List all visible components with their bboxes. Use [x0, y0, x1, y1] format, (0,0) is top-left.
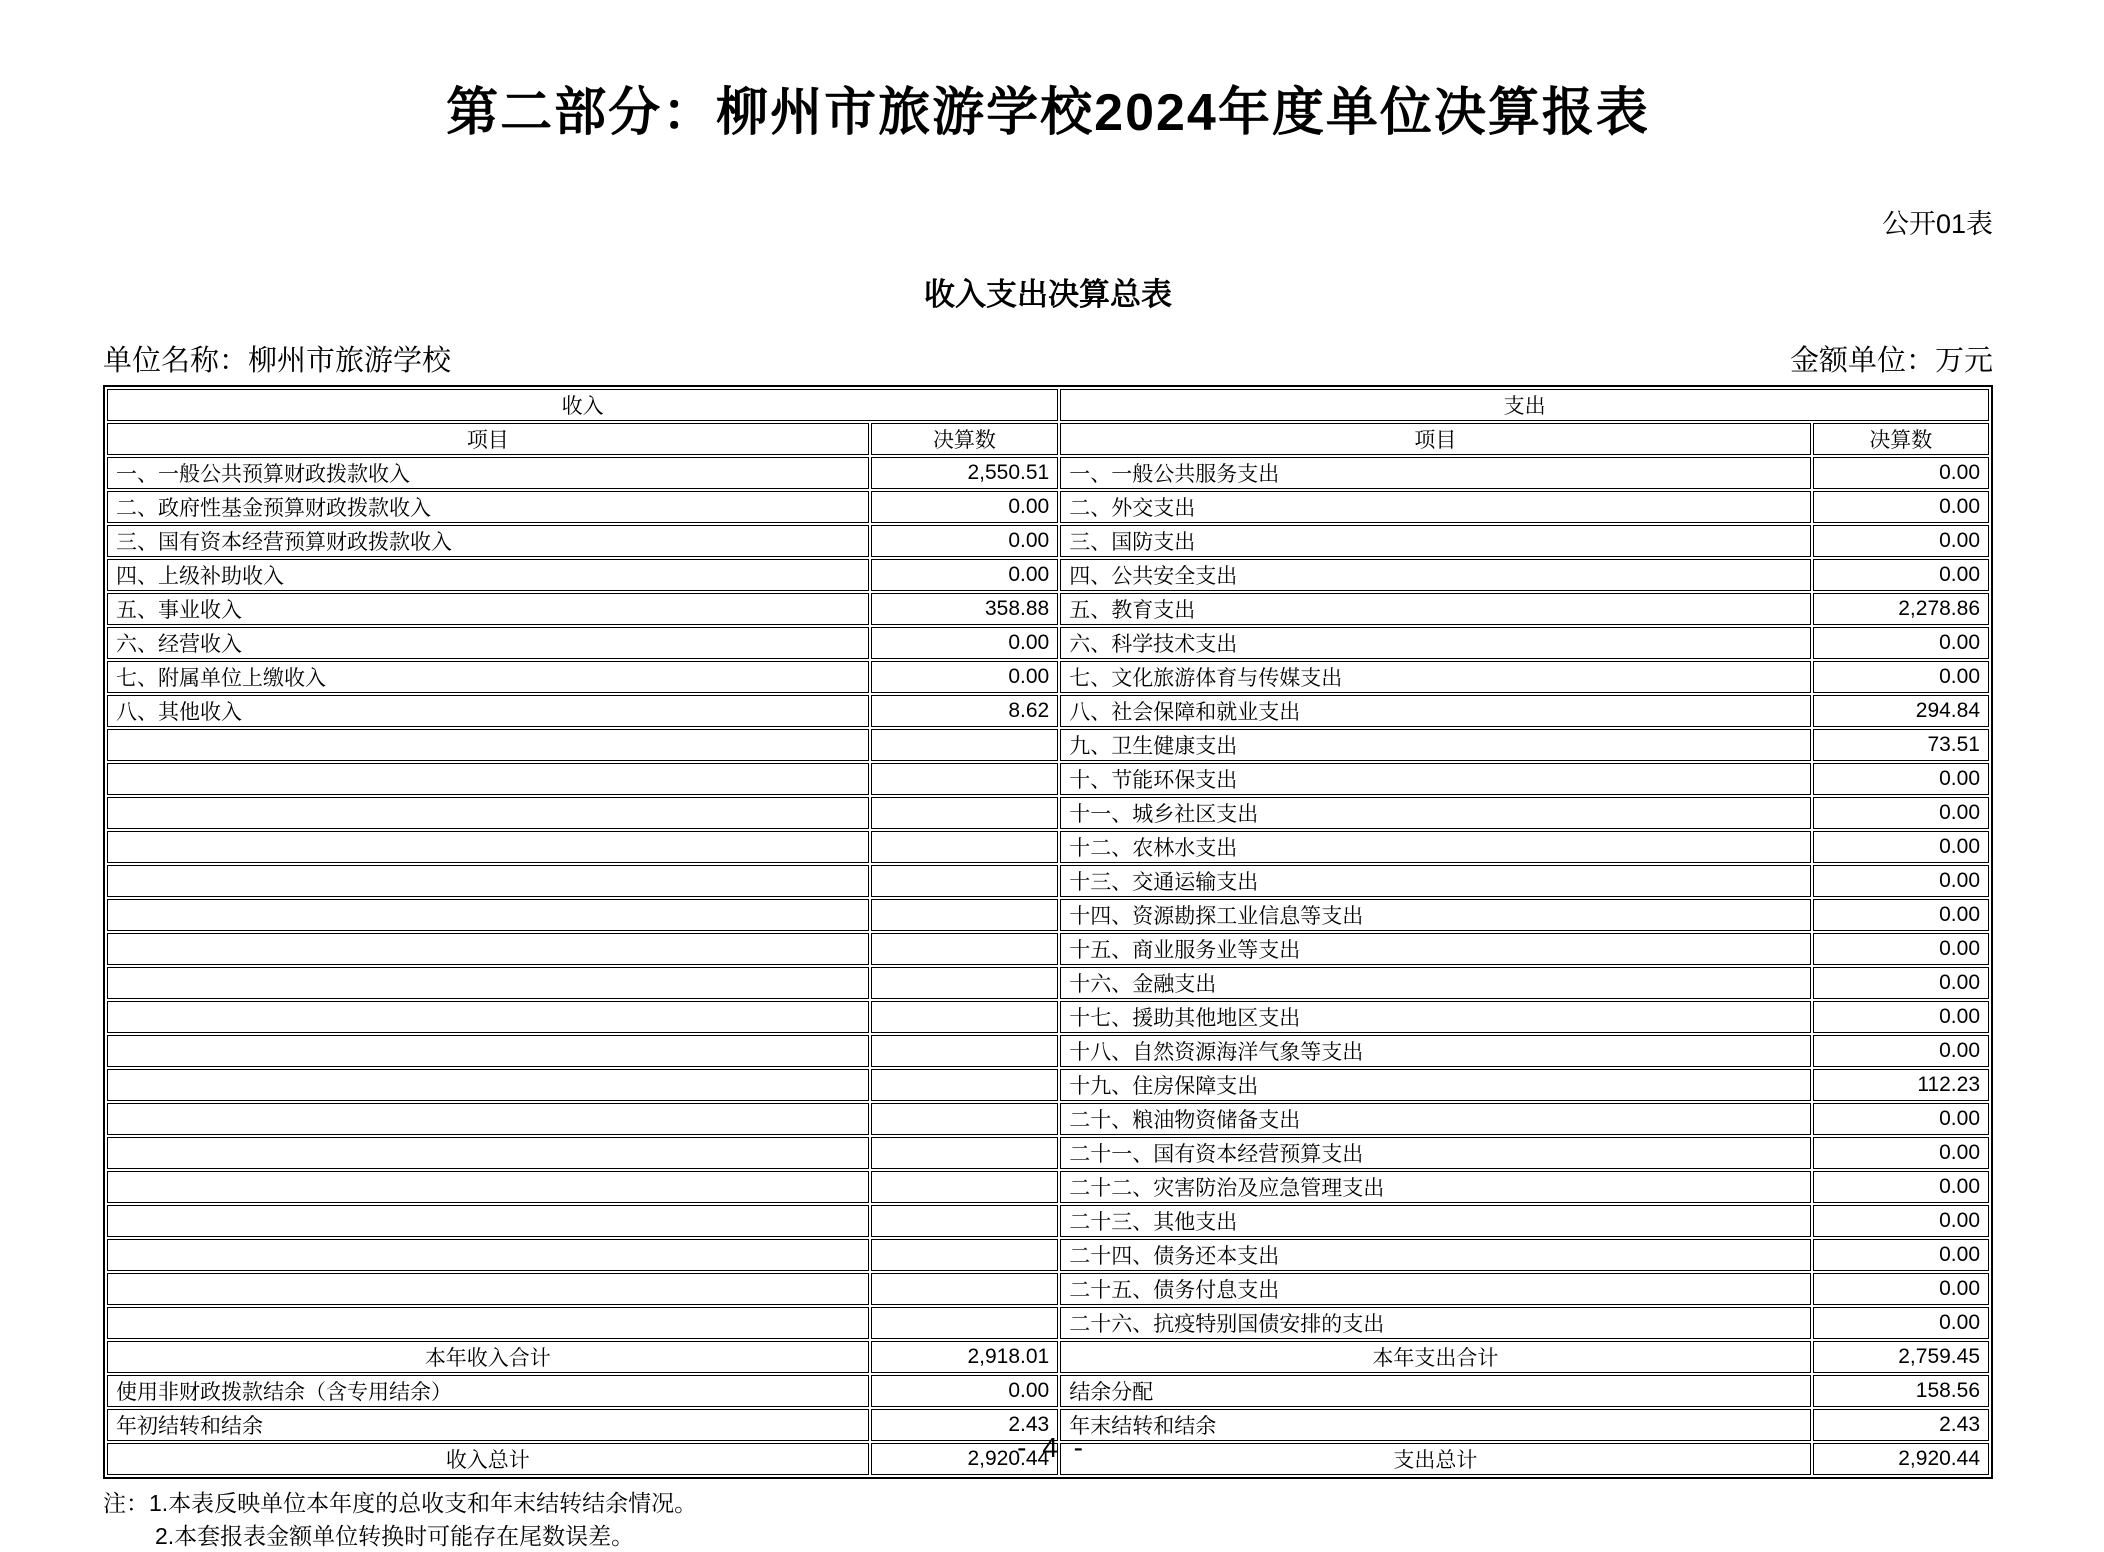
item-cell: 五、教育支出 [1060, 593, 1810, 625]
amount-cell: 0.00 [1813, 831, 1989, 863]
amount-cell: 0.00 [1813, 1205, 1989, 1237]
amount-cell [871, 1307, 1059, 1339]
table-body [107, 457, 1989, 1475]
table-row [107, 1103, 1989, 1135]
amount-cell [871, 967, 1059, 999]
amount-cell: 0.00 [1813, 1239, 1989, 1271]
amount-cell [871, 1273, 1059, 1305]
table-row [107, 525, 1989, 557]
amount-cell: 358.88 [871, 593, 1059, 625]
item-cell [107, 763, 869, 795]
amount-cell: 0.00 [1813, 797, 1989, 829]
amount-cell [871, 763, 1059, 795]
table-row [107, 661, 1989, 693]
amount-cell: 2,550.51 [871, 457, 1059, 489]
item-cell: 十二、农林水支出 [1060, 831, 1810, 863]
item-cell: 十、节能环保支出 [1060, 763, 1810, 795]
item-cell: 二十四、债务还本支出 [1060, 1239, 1810, 1271]
amount-cell: 2,920.44 [1813, 1443, 1989, 1475]
item-cell: 二十三、其他支出 [1060, 1205, 1810, 1237]
table-row [107, 593, 1989, 625]
item-cell [107, 1171, 869, 1203]
amount-cell: 0.00 [1813, 865, 1989, 897]
item-cell: 四、公共安全支出 [1060, 559, 1810, 591]
amount-cell: 0.00 [1813, 559, 1989, 591]
item-cell [107, 729, 869, 761]
amount-cell: 0.00 [1813, 1171, 1989, 1203]
amount-cell [871, 1001, 1059, 1033]
amount-cell: 158.56 [1813, 1375, 1989, 1407]
table-row [107, 831, 1989, 863]
table-row [107, 1171, 1989, 1203]
amount-cell: 0.00 [1813, 1307, 1989, 1339]
amount-cell [871, 1035, 1059, 1067]
item-cell [107, 1035, 869, 1067]
amount-cell: 0.00 [871, 661, 1059, 693]
income-section-header: 收入 [107, 389, 1058, 421]
unit-info-row [103, 343, 1993, 379]
item-cell [107, 1137, 869, 1169]
amount-cell: 0.00 [1813, 1273, 1989, 1305]
table-row [107, 1375, 1989, 1407]
table-row [107, 695, 1989, 727]
page-number: - 4 - [1017, 1432, 1087, 1463]
table-row [107, 729, 1989, 761]
note-line: 注：1.本表反映单位本年度的总收支和年末结转结余情况。 [103, 1490, 698, 1517]
amount-cell: 2.43 [1813, 1409, 1989, 1441]
amount-cell [871, 1069, 1059, 1101]
table-row [107, 559, 1989, 591]
table-row [107, 1205, 1989, 1237]
income-amount-column-header: 决算数 [871, 423, 1059, 455]
amount-cell: 0.00 [871, 525, 1059, 557]
amount-cell [871, 933, 1059, 965]
item-cell [107, 1001, 869, 1033]
item-cell: 二十六、抗疫特别国债安排的支出 [1060, 1307, 1810, 1339]
item-cell [107, 1307, 869, 1339]
item-cell: 本年收入合计 [107, 1341, 869, 1373]
amount-cell [871, 1103, 1059, 1135]
item-cell: 九、卫生健康支出 [1060, 729, 1810, 761]
income-item-column-header: 项目 [107, 423, 869, 455]
item-cell: 一、一般公共预算财政拨款收入 [107, 457, 869, 489]
item-cell: 四、上级补助收入 [107, 559, 869, 591]
item-cell: 六、科学技术支出 [1060, 627, 1810, 659]
item-cell [107, 1205, 869, 1237]
item-cell [107, 1103, 869, 1135]
item-cell: 十八、自然资源海洋气象等支出 [1060, 1035, 1810, 1067]
item-cell: 七、附属单位上缴收入 [107, 661, 869, 693]
item-cell: 十五、商业服务业等支出 [1060, 933, 1810, 965]
table-title: 收入支出决算总表 [924, 276, 1172, 312]
amount-cell: 2,759.45 [1813, 1341, 1989, 1373]
amount-cell: 0.00 [1813, 627, 1989, 659]
amount-cell: 2,278.86 [1813, 593, 1989, 625]
page-content [103, 0, 1993, 1552]
page-title: 第二部分：柳州市旅游学校2024年度单位决算报表 [446, 84, 1650, 142]
amount-cell: 0.00 [871, 559, 1059, 591]
table-row [107, 899, 1989, 931]
amount-cell [871, 1137, 1059, 1169]
amount-cell [871, 899, 1059, 931]
item-cell: 使用非财政拨款结余（含专用结余） [107, 1375, 869, 1407]
item-cell [107, 1273, 869, 1305]
item-cell [107, 967, 869, 999]
item-cell: 二、外交支出 [1060, 491, 1810, 523]
amount-cell [871, 1239, 1059, 1271]
amount-cell: 112.23 [1813, 1069, 1989, 1101]
amount-cell: 0.00 [1813, 933, 1989, 965]
amount-cell [871, 1171, 1059, 1203]
item-cell: 一、一般公共服务支出 [1060, 457, 1810, 489]
table-row [107, 1001, 1989, 1033]
amount-cell: 0.00 [1813, 1103, 1989, 1135]
table-row [107, 967, 1989, 999]
amount-cell: 73.51 [1813, 729, 1989, 761]
amount-unit-label: 金额单位：万元 [1789, 345, 1993, 378]
item-cell: 六、经营收入 [107, 627, 869, 659]
item-cell [107, 1069, 869, 1101]
table-notes [103, 1487, 1993, 1551]
table-row [107, 627, 1989, 659]
table-row [107, 457, 1989, 489]
table-row [107, 1307, 1989, 1339]
expense-item-column-header: 项目 [1060, 423, 1810, 455]
note-line: 2.本套报表金额单位转换时可能存在尾数误差。 [155, 1522, 635, 1549]
unit-name-label: 单位名称：柳州市旅游学校 [103, 345, 452, 378]
item-cell [107, 797, 869, 829]
table-row [107, 1069, 1989, 1101]
item-cell: 八、其他收入 [107, 695, 869, 727]
item-cell [107, 865, 869, 897]
item-cell: 二十五、债务付息支出 [1060, 1273, 1810, 1305]
amount-cell [871, 797, 1059, 829]
item-cell: 年末结转和结余 [1060, 1409, 1810, 1441]
table-row [107, 933, 1989, 965]
amount-cell: 8.62 [871, 695, 1059, 727]
item-cell: 十四、资源勘探工业信息等支出 [1060, 899, 1810, 931]
item-cell: 七、文化旅游体育与传媒支出 [1060, 661, 1810, 693]
amount-cell: 0.00 [871, 627, 1059, 659]
amount-cell: 0.00 [1813, 457, 1989, 489]
table-row [107, 1239, 1989, 1271]
amount-cell: 0.00 [1813, 763, 1989, 795]
item-cell [107, 933, 869, 965]
amount-cell: 2,918.01 [871, 1341, 1059, 1373]
amount-cell [871, 865, 1059, 897]
item-cell: 结余分配 [1060, 1375, 1810, 1407]
amount-cell: 0.00 [1813, 1035, 1989, 1067]
item-cell: 十七、援助其他地区支出 [1060, 1001, 1810, 1033]
item-cell: 三、国防支出 [1060, 525, 1810, 557]
table-row [107, 491, 1989, 523]
amount-cell [871, 729, 1059, 761]
amount-cell: 2.43 [871, 1409, 1059, 1441]
item-cell [107, 899, 869, 931]
item-cell: 十六、金融支出 [1060, 967, 1810, 999]
amount-cell: 0.00 [1813, 661, 1989, 693]
item-cell: 二十、粮油物资储备支出 [1060, 1103, 1810, 1135]
summary-table [103, 385, 1993, 1479]
amount-cell [871, 1205, 1059, 1237]
item-cell: 十一、城乡社区支出 [1060, 797, 1810, 829]
amount-cell: 0.00 [871, 491, 1059, 523]
form-code-label: 公开01表 [1881, 209, 1993, 240]
item-cell: 支出总计 [1060, 1443, 1810, 1475]
amount-cell: 294.84 [1813, 695, 1989, 727]
item-cell: 十九、住房保障支出 [1060, 1069, 1810, 1101]
item-cell: 八、社会保障和就业支出 [1060, 695, 1810, 727]
table-row [107, 1341, 1989, 1373]
amount-cell: 0.00 [1813, 967, 1989, 999]
expense-section-header: 支出 [1060, 389, 1989, 421]
item-cell: 三、国有资本经营预算财政拨款收入 [107, 525, 869, 557]
item-cell: 十三、交通运输支出 [1060, 865, 1810, 897]
amount-cell: 0.00 [1813, 525, 1989, 557]
item-cell: 年初结转和结余 [107, 1409, 869, 1441]
amount-cell: 0.00 [1813, 1001, 1989, 1033]
amount-cell: 0.00 [871, 1375, 1059, 1407]
table-row [107, 865, 1989, 897]
item-cell: 二、政府性基金预算财政拨款收入 [107, 491, 869, 523]
section-header-row [107, 389, 1989, 421]
table-row [107, 763, 1989, 795]
item-cell: 收入总计 [107, 1443, 869, 1475]
item-cell: 二十一、国有资本经营预算支出 [1060, 1137, 1810, 1169]
amount-cell: 0.00 [1813, 491, 1989, 523]
item-cell: 本年支出合计 [1060, 1341, 1810, 1373]
table-row [107, 1035, 1989, 1067]
amount-cell: 0.00 [1813, 1137, 1989, 1169]
item-cell: 二十二、灾害防治及应急管理支出 [1060, 1171, 1810, 1203]
amount-cell: 0.00 [1813, 899, 1989, 931]
table-row [107, 797, 1989, 829]
table-row [107, 1273, 1989, 1305]
amount-cell: 2,920.44 [871, 1443, 1059, 1475]
table-row [107, 1137, 1989, 1169]
item-cell [107, 1239, 869, 1271]
amount-cell [871, 831, 1059, 863]
item-cell: 五、事业收入 [107, 593, 869, 625]
item-cell [107, 831, 869, 863]
column-header-row [107, 423, 1989, 455]
expense-amount-column-header: 决算数 [1813, 423, 1989, 455]
